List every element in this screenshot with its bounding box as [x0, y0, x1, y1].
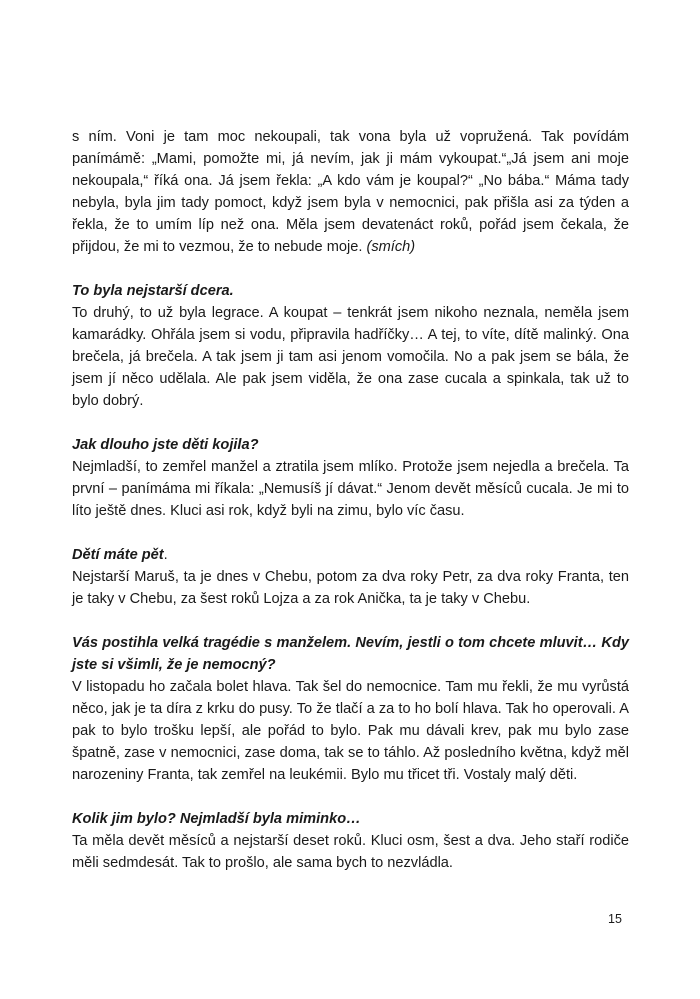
question-heading: To byla nejstarší dcera.: [72, 283, 234, 299]
question-text: Dětí máte pět: [72, 547, 164, 563]
answer-text: s ním. Voni je tam moc nekoupali, tak vona byla už vopružená. Tak povídám panímámě: „Mami, pomožte mi, já nevím, jak ji mám vykoupat.“„Já jsem ani moje nekoupala,“ říká ona. Já jsem řekla: „A kdo vám je koupal?“ „No bába.“ Máma tady nebyla, byla jim tady pomoct, když jsem byla v nemocnici, pak přišla asi za týden a řekla, že to umím líp než ona. Měla jsem devatenáct roků, pořád jsem čekala, že přijdou, že mi to vezmou, že to nebude moje.: [72, 129, 629, 255]
question-heading: Vás postihla velká tragédie s manželem. Nevím, jestli o tom chcete mluvit… Kdy jste si všimli, že je nemocný?: [72, 635, 629, 673]
stage-note: (smích): [366, 239, 416, 255]
qa-block: [72, 808, 629, 874]
paragraph-continuation: [72, 126, 629, 258]
answer-text: Ta měla devět měsíců a nejstarší deset roků. Kluci osm, šest a dva. Jeho staří rodiče měli sedmdesát. Tak to prošlo, ale sama bych to nezvládla.: [72, 833, 629, 871]
answer-text: Nejmladší, to zemřel manžel a ztratila jsem mlíko. Protože jsem nejedla a brečela. Ta první – panímáma mi říkala: „Nemusíš jí dávat.“ Jenom devět měsíců cucala. Je mi to líto ještě dnes. Kluci asi rok, když byli na zimu, bylo víc času.: [72, 459, 629, 519]
question-heading: Jak dlouho jste děti kojila?: [72, 437, 259, 453]
question-period: .: [163, 547, 168, 563]
question-heading: [72, 544, 629, 566]
question-heading: Kolik jim bylo? Nejmladší byla miminko…: [72, 811, 361, 827]
qa-block: [72, 280, 629, 412]
qa-block: [72, 434, 629, 522]
qa-block: [72, 632, 629, 786]
page-text: [72, 126, 629, 896]
answer-text: V listopadu ho začala bolet hlava. Tak šel do nemocnice. Tam mu řekli, že mu vyrůstá něco, jak je ta díra z krku do pusy. To že tlačí a za to ho bolí hlava. Tak ho operovali. A pak to bylo trošku lepší, ale pořád to bylo. Pak mu dávali krev, pak mu bylo zase špatně, zase v nemocnici, zase doma, tak se to táhlo. Až posledního května, když měl narozeniny Franta, tak zemřel na leukémii. Bylo mu třicet tři. Vostaly malý děti.: [72, 679, 629, 783]
page-number: 15: [608, 912, 622, 926]
qa-block: [72, 544, 629, 610]
answer-text: To druhý, to už byla legrace. A koupat – tenkrát jsem nikoho neznala, neměla jsem kamarádky. Ohřála jsem si vodu, připravila hadříčky… A tej, to víte, dítě malinký. Ona brečela, já brečela. A tak jsem ji tam asi jenom vomočila. No a pak jsem se bála, že jsem jí něco udělala. Ale pak jsem viděla, že ona zase cucala a spinkala, tak už to bylo dobrý.: [72, 305, 629, 409]
answer-text: Nejstarší Maruš, ta je dnes v Chebu, potom za dva roky Petr, za dva roky Franta, ten je taky v Chebu, za šest roků Lojza a za rok Anička, ta je taky v Chebu.: [72, 569, 629, 607]
